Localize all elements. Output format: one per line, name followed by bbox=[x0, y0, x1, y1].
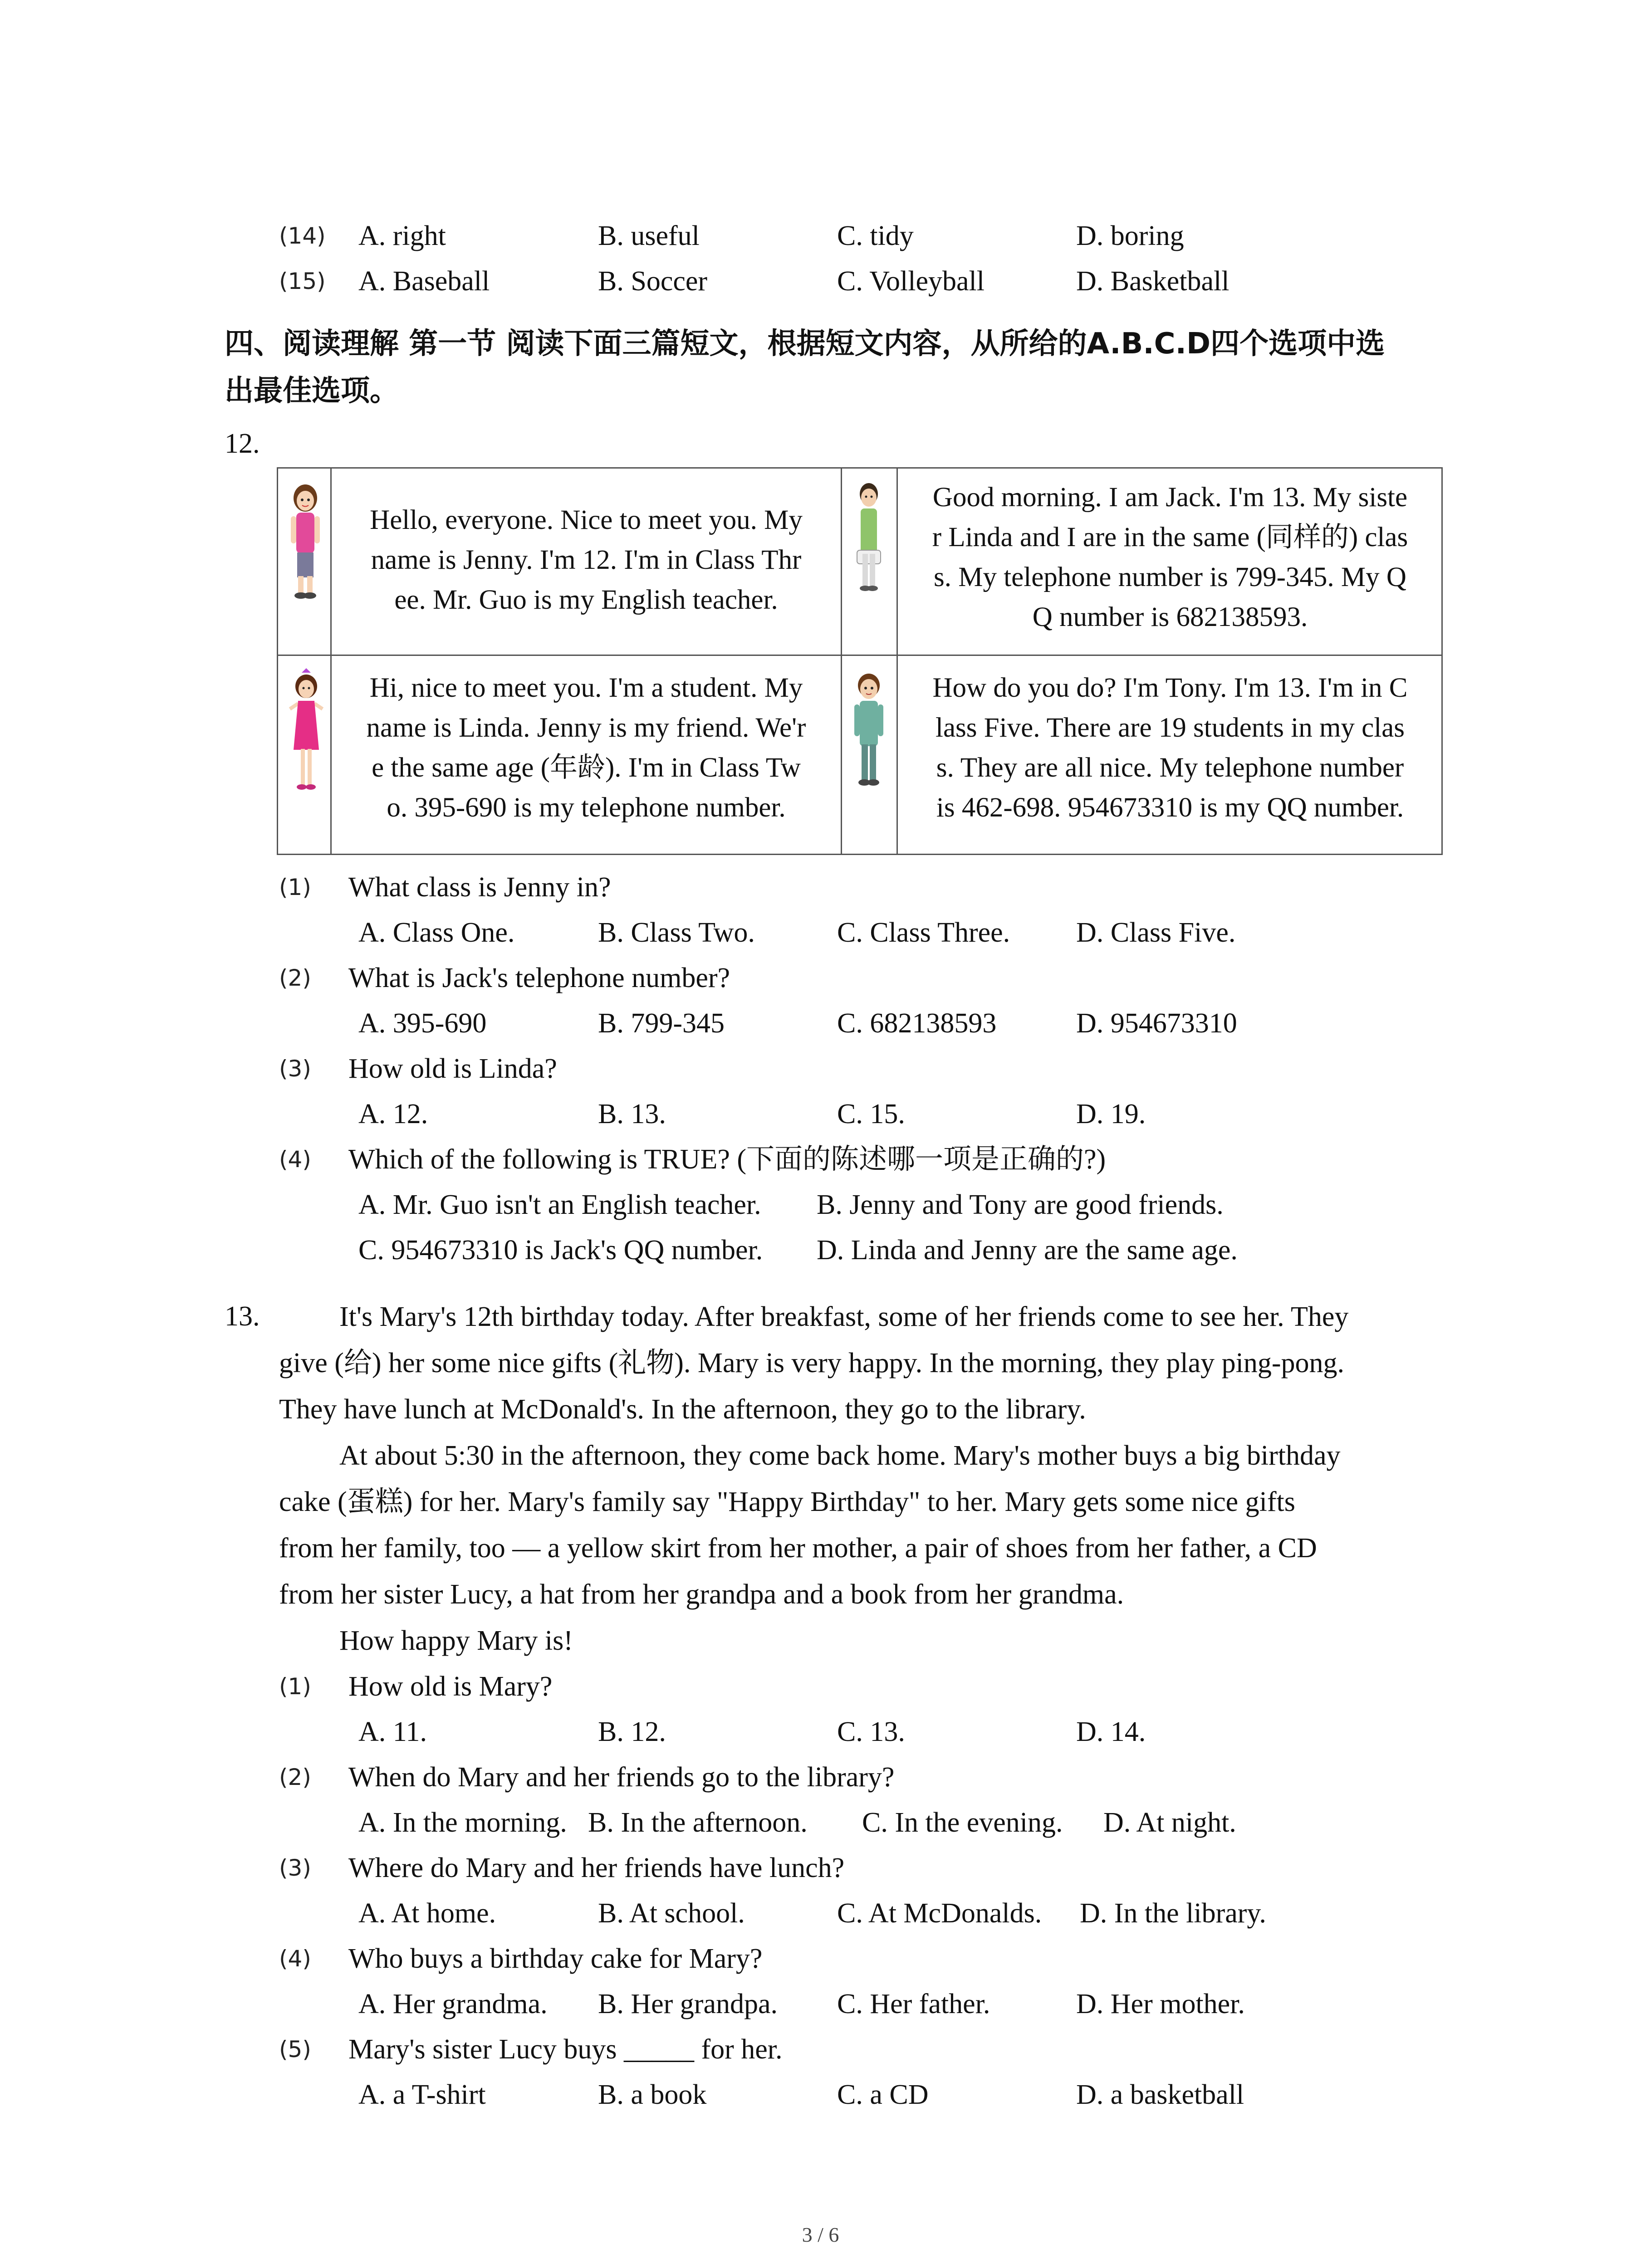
option-c: C. 13. bbox=[837, 1716, 905, 1747]
passage-13-number: 13. bbox=[225, 1301, 260, 1332]
option-d: D. Linda and Jenny are the same age. bbox=[817, 1235, 1238, 1266]
info-table bbox=[277, 467, 1443, 855]
cell-line: is 462-698. 954673310 is my QQ number. bbox=[936, 792, 1404, 823]
cell-jenny bbox=[332, 500, 841, 620]
option-b: B. Her grandpa. bbox=[598, 1989, 778, 2019]
question-text: How old is Linda? bbox=[348, 1053, 557, 1084]
question-number: (3) bbox=[279, 1056, 311, 1082]
cell-line: s. They are all nice. My telephone number bbox=[936, 753, 1404, 783]
option-a: A. Class One. bbox=[358, 917, 515, 948]
option-a: A. a T-shirt bbox=[358, 2079, 486, 2110]
cell-line: name is Jenny. I'm 12. I'm in Class Thr bbox=[371, 545, 802, 575]
question-number: (2) bbox=[279, 1764, 311, 1790]
cell-linda bbox=[332, 668, 841, 828]
option-b: B. 12. bbox=[598, 1716, 666, 1747]
option-a: A. 12. bbox=[358, 1099, 428, 1129]
question-text: How old is Mary? bbox=[348, 1671, 553, 1702]
option-b: B. Jenny and Tony are good friends. bbox=[817, 1189, 1224, 1220]
passage-13-line: cake (蛋糕) for her. Mary's family say "Happy Birthday" to her. Mary gets some nice gifts bbox=[279, 1486, 1295, 1517]
cell-line: name is Linda. Jenny is my friend. We'r bbox=[366, 713, 806, 743]
option-b: B. 799-345 bbox=[598, 1008, 725, 1039]
option-c: C. Class Three. bbox=[837, 917, 1010, 948]
option-d: D. 954673310 bbox=[1076, 1008, 1237, 1039]
option-b: B. a book bbox=[598, 2079, 707, 2110]
option-c: C. tidy bbox=[837, 220, 914, 251]
option-a: A. Baseball bbox=[358, 266, 490, 297]
option-a: A. At home. bbox=[358, 1898, 496, 1929]
option-b: B. useful bbox=[598, 220, 700, 251]
cell-jack bbox=[898, 478, 1442, 637]
page-number: 3 / 6 bbox=[802, 2223, 839, 2246]
cell-line: e the same age (年龄). I'm in Class Tw bbox=[372, 753, 801, 783]
question-text: Who buys a birthday cake for Mary? bbox=[348, 1943, 763, 1974]
cell-line: r Linda and I are in the same (同样的) clas bbox=[932, 522, 1408, 552]
passage-13-line: It's Mary's 12th birthday today. After breakfast, some of her friends come to see her. They bbox=[339, 1301, 1349, 1332]
girl-linda-icon bbox=[288, 668, 324, 800]
option-c: C. a CD bbox=[837, 2079, 929, 2110]
boy-jack-icon bbox=[851, 478, 887, 600]
question-number: (2) bbox=[279, 965, 311, 991]
option-a: A. 395-690 bbox=[358, 1008, 487, 1039]
passage-13-line: give (给) her some nice gifts (礼物). Mary is very happy. In the morning, they play ping-pong. bbox=[279, 1348, 1345, 1378]
option-a: A. 11. bbox=[358, 1716, 427, 1747]
option-c: C. 682138593 bbox=[837, 1008, 997, 1039]
cell-line: Hi, nice to meet you. I'm a student. My bbox=[369, 673, 803, 703]
option-d: D. a basketball bbox=[1076, 2079, 1244, 2110]
option-b: B. In the afternoon. bbox=[588, 1807, 808, 1838]
option-d: D. In the library. bbox=[1080, 1898, 1266, 1929]
option-a: A. In the morning. bbox=[358, 1807, 567, 1838]
option-a: A. Mr. Guo isn't an English teacher. bbox=[358, 1189, 761, 1220]
option-a: A. Her grandma. bbox=[358, 1989, 548, 2019]
passage-13-line: They have lunch at McDonald's. In the afternoon, they go to the library. bbox=[279, 1394, 1086, 1425]
cell-line: Good morning. I am Jack. I'm 13. My siste bbox=[932, 482, 1408, 513]
question-text: When do Mary and her friends go to the library? bbox=[348, 1762, 895, 1793]
question-text: What class is Jenny in? bbox=[348, 872, 611, 903]
option-b: B. Soccer bbox=[598, 266, 708, 297]
cell-line: Hello, everyone. Nice to meet you. My bbox=[370, 505, 803, 535]
option-b: B. 13. bbox=[598, 1099, 666, 1129]
cell-line: Q number is 682138593. bbox=[1032, 602, 1308, 632]
question-number: (3) bbox=[279, 1855, 311, 1881]
question-number: (15) bbox=[279, 268, 326, 294]
section-heading-line1: 四、阅读理解 第一节 阅读下面三篇短文，根据短文内容，从所给的A.B.C.D四个选项中选 bbox=[225, 327, 1385, 361]
option-d: D. Basketball bbox=[1076, 266, 1230, 297]
cell-line: o. 395-690 is my telephone number. bbox=[387, 792, 786, 823]
question-number: (4) bbox=[279, 1146, 311, 1173]
option-d: D. At night. bbox=[1103, 1807, 1236, 1838]
question-text: Where do Mary and her friends have lunch? bbox=[348, 1853, 845, 1883]
passage-13-line: from her sister Lucy, a hat from her grandpa and a book from her grandma. bbox=[279, 1579, 1124, 1610]
option-c: C. In the evening. bbox=[862, 1807, 1063, 1838]
option-d: D. Her mother. bbox=[1076, 1989, 1245, 2019]
question-text: Which of the following is TRUE? (下面的陈述哪一项是正确的?) bbox=[348, 1144, 1106, 1175]
cell-line: How do you do? I'm Tony. I'm 13. I'm in C bbox=[932, 673, 1408, 703]
question-number: (1) bbox=[279, 874, 311, 900]
cell-line: s. My telephone number is 799-345. My Q bbox=[934, 562, 1406, 592]
option-c: C. 954673310 is Jack's QQ number. bbox=[358, 1235, 763, 1266]
cell-line: ee. Mr. Guo is my English teacher. bbox=[394, 585, 778, 615]
question-number: (4) bbox=[279, 1945, 311, 1972]
option-d: D. boring bbox=[1076, 220, 1184, 251]
question-text: Mary's sister Lucy buys _____ for her. bbox=[348, 2034, 783, 2065]
question-number: (14) bbox=[279, 223, 326, 249]
option-d: D. 14. bbox=[1076, 1716, 1146, 1747]
option-d: D. Class Five. bbox=[1076, 917, 1236, 948]
option-c: C. Volleyball bbox=[837, 266, 985, 297]
passage-13-line: At about 5:30 in the afternoon, they come back home. Mary's mother buys a big birthday bbox=[339, 1440, 1341, 1471]
option-c: C. Her father. bbox=[837, 1989, 990, 2019]
girl-jenny-icon bbox=[287, 480, 323, 602]
question-text: What is Jack's telephone number? bbox=[348, 963, 730, 993]
option-b: B. At school. bbox=[598, 1898, 745, 1929]
passage-13-line: How happy Mary is! bbox=[339, 1625, 573, 1656]
option-b: B. Class Two. bbox=[598, 917, 755, 948]
cell-line: lass Five. There are 19 students in my clas bbox=[936, 713, 1405, 743]
section-heading-line2: 出最佳选项。 bbox=[225, 374, 399, 408]
question-number: (1) bbox=[279, 1673, 311, 1700]
cell-tony bbox=[898, 668, 1442, 828]
passage-12-number: 12. bbox=[225, 428, 260, 459]
boy-tony-icon bbox=[851, 668, 887, 800]
option-a: A. right bbox=[358, 220, 446, 251]
option-d: D. 19. bbox=[1076, 1099, 1146, 1129]
question-number: (5) bbox=[279, 2036, 311, 2063]
passage-13-line: from her family, too — a yellow skirt from her mother, a pair of shoes from her father, a CD bbox=[279, 1533, 1317, 1564]
option-c: C. 15. bbox=[837, 1099, 905, 1129]
option-c: C. At McDonalds. bbox=[837, 1898, 1042, 1929]
